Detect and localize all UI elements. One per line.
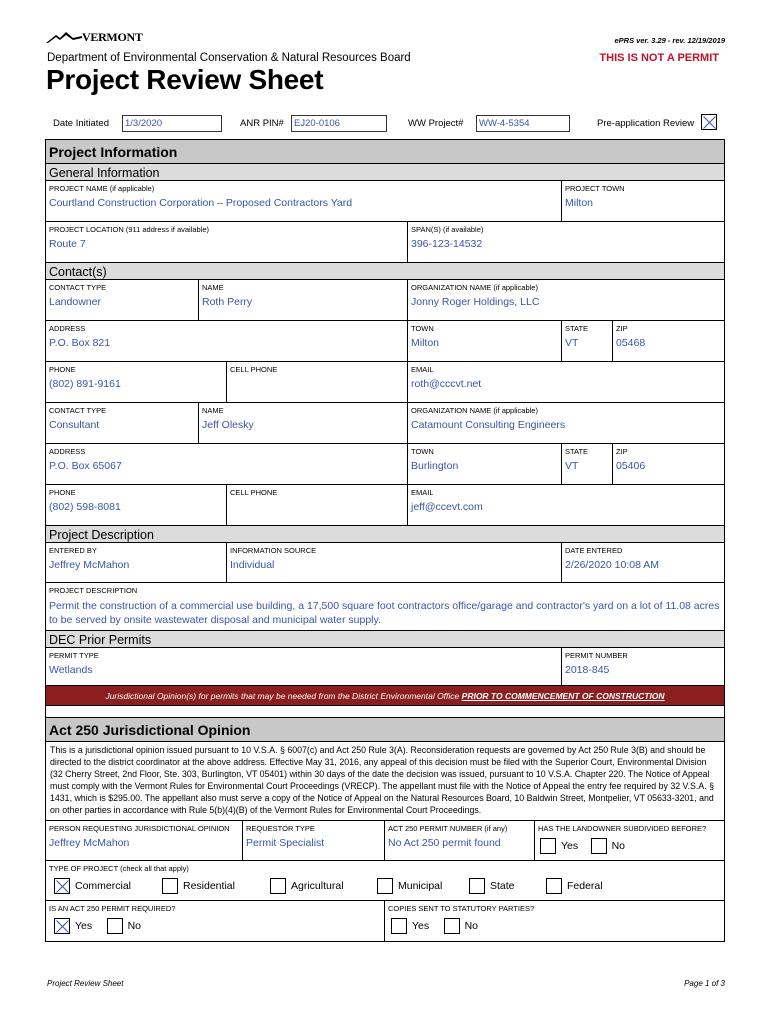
contact-row: [46, 280, 724, 321]
residential-checkbox[interactable]: [162, 878, 178, 894]
state-label: STATE: [565, 447, 589, 456]
town-value[interactable]: Milton: [411, 337, 440, 349]
option-label: Yes: [412, 920, 430, 932]
contact-row: [46, 403, 724, 444]
act250-permit-number-label: ACT 250 PERMIT NUMBER (if any): [388, 824, 508, 833]
pre-application-label: Pre-application Review: [597, 118, 695, 129]
cell-phone-value[interactable]: [227, 499, 407, 505]
phone-label: PHONE: [49, 365, 76, 374]
option-label: Residential: [183, 880, 235, 892]
type-commercial-option[interactable]: [54, 878, 162, 894]
ww-project-label: WW Project#: [408, 118, 464, 129]
subdivided-label: HAS THE LANDOWNER SUBDIVIDED BEFORE?: [538, 824, 707, 833]
zip-value[interactable]: 05468: [616, 337, 646, 349]
agricultural-checkbox[interactable]: [270, 878, 286, 894]
permit-type-value[interactable]: Wetlands: [49, 664, 93, 676]
date-initiated-label: Date Initiated: [53, 118, 109, 129]
municipal-checkbox[interactable]: [377, 878, 393, 894]
logo-text: VERMONT: [82, 30, 143, 44]
cell-phone-label: CELL PHONE: [230, 365, 278, 374]
project-location-value[interactable]: Route 7: [49, 238, 86, 250]
anr-pin-label: ANR PIN#: [240, 118, 284, 129]
requestor-type-label: REQUESTOR TYPE: [246, 824, 315, 833]
page-title: Project Review Sheet: [46, 64, 324, 95]
information-source-value[interactable]: Individual: [230, 559, 275, 571]
review-form: [45, 139, 725, 942]
jurisdiction-banner: [46, 686, 724, 706]
option-label: No: [127, 920, 142, 932]
permit-number-label: PERMIT NUMBER: [565, 651, 628, 660]
zip-value[interactable]: 05406: [616, 460, 646, 472]
subdivided-no-option[interactable]: [591, 838, 625, 854]
copies-no-option[interactable]: [444, 918, 478, 934]
project-location-label: PROJECT LOCATION (911 address if available): [49, 225, 210, 234]
organization-value[interactable]: Jonny Roger Holdings, LLC: [411, 296, 540, 308]
name-label: NAME: [202, 283, 224, 292]
project-description-label: PROJECT DESCRIPTION: [49, 586, 138, 595]
cell-phone-label: CELL PHONE: [230, 488, 278, 497]
project-name-value[interactable]: Courtland Construction Corporation – Proposed Contractors Yard: [49, 197, 353, 209]
option-label: Commercial: [75, 880, 132, 892]
requester-value[interactable]: Jeffrey McMahon: [49, 837, 130, 849]
requester-label: PERSON REQUESTING JURISDICTIONAL OPINION: [49, 824, 230, 833]
permit-number-value[interactable]: 2018-845: [565, 664, 610, 676]
permit-required-label: IS AN ACT 250 PERMIT REQUIRED?: [49, 904, 176, 913]
phone-value[interactable]: (802) 598-8081: [49, 501, 121, 513]
contacts-heading: Contact(s): [46, 263, 724, 280]
contact-type-label: CONTACT TYPE: [49, 283, 107, 292]
project-type-label: TYPE OF PROJECT (check all that apply): [49, 864, 189, 873]
address-label: ADDRESS: [49, 447, 86, 456]
project-town-value[interactable]: Milton: [565, 197, 594, 209]
email-label: EMAIL: [411, 488, 434, 497]
zip-label: ZIP: [616, 324, 628, 333]
version-text: ePRS ver. 3.29 - rev. 12/19/2019: [614, 36, 725, 45]
option-label: No: [464, 920, 479, 932]
information-source-label: INFORMATION SOURCE: [230, 546, 317, 555]
zip-label: ZIP: [616, 447, 628, 456]
type-municipal-option[interactable]: [377, 878, 469, 894]
commercial-checkbox[interactable]: [54, 878, 70, 894]
organization-label: ORGANIZATION NAME (if applicable): [411, 283, 538, 292]
subdivided-yes-checkbox[interactable]: [540, 838, 556, 854]
copies-yes-option[interactable]: [391, 918, 429, 934]
date-entered-label: DATE ENTERED: [565, 546, 623, 555]
state-label: STATE: [565, 324, 589, 333]
option-label: Agricultural: [291, 880, 344, 892]
contact-type-value[interactable]: Consultant: [49, 419, 100, 431]
contact-type-value[interactable]: Landowner: [49, 296, 101, 308]
type-residential-option[interactable]: [162, 878, 270, 894]
email-value[interactable]: roth@cccvt.net: [411, 378, 482, 390]
copies-sent-label: COPIES SENT TO STATUTORY PARTIES?: [388, 904, 535, 913]
copies-yes-checkbox[interactable]: [391, 918, 407, 934]
option-label: Federal: [567, 880, 603, 892]
phone-value[interactable]: (802) 891-9161: [49, 378, 121, 390]
permit-required-no-checkbox[interactable]: [107, 918, 123, 934]
option-label: Yes: [561, 840, 579, 852]
name-value[interactable]: Roth Perry: [202, 296, 253, 308]
permit-type-label: PERMIT TYPE: [49, 651, 99, 660]
not-a-permit-notice: THIS IS NOT A PERMIT: [599, 52, 719, 64]
date-entered-value[interactable]: 2/26/2020 10:08 AM: [565, 559, 659, 571]
pre-application-checkbox[interactable]: [701, 114, 717, 135]
organization-value[interactable]: Catamount Consulting Engineers: [411, 419, 566, 431]
option-label: Municipal: [398, 880, 443, 892]
permit-required-no-option[interactable]: [107, 918, 141, 934]
ww-project-field[interactable]: WW-4-5354: [476, 115, 570, 132]
organization-label: ORGANIZATION NAME (if applicable): [411, 406, 538, 415]
type-state-option[interactable]: [469, 878, 546, 894]
cell-phone-value[interactable]: [227, 376, 407, 382]
anr-pin-field[interactable]: EJ20-0106: [291, 115, 387, 132]
copies-no-checkbox[interactable]: [444, 918, 460, 934]
span-value[interactable]: 396-123-14532: [411, 238, 483, 250]
project-name-label: PROJECT NAME (if applicable): [49, 184, 155, 193]
option-label: Yes: [75, 920, 93, 932]
act250-body: This is a jurisdictional opinion issued pursuant to 10 V.S.A. § 6007(c) and Act 250 Rule 3(A). Reconsideration requests are governed by Act 250 Rule 3(B) and should be directed to the district coordinator at the above address. Effective May 31, 2016, any appeal of this decision must be filed with the Superior Court, Environmental Division (32 Cherry Street, 2nd Floor, Ste. 303, Burlington, VT 05401) within 30 days of the date the decision was issued, pursuant to 10 V.S.A. Chapter 220. The Notice of Appeal must comply with the Vermont Rules for Environmental Court Proceedings (VRECP). The appellant must file with the Notice of Appeal the entry fee required by 32 V.S.A. § 1431, which is $295.00. The appellant also must serve a copy of the Notice of Appeal on the Natural Resources Board, 10 Baldwin Street, Montpelier, VT 05633-3201, and on other parties in accordance with Rule 5(b)(4)(B) of the Vermont Rules for Environmental Court Proceedings.: [46, 742, 724, 821]
town-value[interactable]: Burlington: [411, 460, 459, 472]
state-checkbox[interactable]: [469, 878, 485, 894]
date-initiated-field[interactable]: 1/3/2020: [122, 115, 222, 132]
entered-by-value[interactable]: Jeffrey McMahon: [49, 559, 130, 571]
jurisdiction-banner-text: Jurisdictional Opinion(s) for permits that may be needed from the District Environmental Office: [105, 691, 460, 701]
permit-required-yes-checkbox[interactable]: [54, 918, 70, 934]
type-agricultural-option[interactable]: [270, 878, 377, 894]
general-information-heading: General Information: [46, 164, 724, 181]
requestor-type-value[interactable]: Permit Specialist: [246, 837, 325, 849]
project-town-label: PROJECT TOWN: [565, 184, 625, 193]
address-label: ADDRESS: [49, 324, 86, 333]
state-value[interactable]: VT: [565, 460, 579, 472]
town-label: TOWN: [411, 447, 434, 456]
page-number: Page 1 of 3: [684, 979, 725, 988]
name-label: NAME: [202, 406, 224, 415]
project-information-heading: Project Information: [46, 140, 724, 164]
project-description-heading: Project Description: [46, 526, 724, 543]
state-value[interactable]: VT: [565, 337, 579, 349]
vermont-logo: [46, 28, 146, 44]
mountain-logo-icon: [46, 30, 82, 44]
address-value[interactable]: P.O. Box 65067: [49, 460, 122, 472]
name-value[interactable]: Jeff Olesky: [202, 419, 254, 431]
town-label: TOWN: [411, 324, 434, 333]
project-description-value[interactable]: Permit the construction of a commercial use building, a 17,500 square foot contractors office/garage and contractor's yard on a lot of 11.08 acres to be served by onsite wastewater disposal and municipal water supply.: [49, 600, 720, 626]
subdivided-yes-option[interactable]: [540, 838, 578, 854]
email-value[interactable]: jeff@ccevt.com: [411, 501, 483, 513]
email-label: EMAIL: [411, 365, 434, 374]
permit-required-yes-option[interactable]: [54, 918, 92, 934]
act250-heading: Act 250 Jurisdictional Opinion: [46, 718, 724, 742]
option-label: State: [490, 880, 515, 892]
address-value[interactable]: P.O. Box 821: [49, 337, 111, 349]
act250-permit-number-value[interactable]: No Act 250 permit found: [388, 837, 501, 849]
entered-by-label: ENTERED BY: [49, 546, 97, 555]
option-label: No: [611, 840, 626, 852]
jurisdiction-banner-emphasis: PRIOR TO COMMENCEMENT OF CONSTRUCTION: [461, 691, 665, 701]
subdivided-no-checkbox[interactable]: [591, 838, 607, 854]
phone-label: PHONE: [49, 488, 76, 497]
footer-title: Project Review Sheet: [47, 979, 124, 988]
dec-prior-permits-heading: DEC Prior Permits: [46, 631, 724, 648]
type-federal-option[interactable]: [546, 878, 603, 894]
contact-type-label: CONTACT TYPE: [49, 406, 107, 415]
department-name: Department of Environmental Conservation & Natural Resources Board: [47, 52, 411, 64]
spacer: [46, 706, 724, 718]
span-label: SPAN(S) (if available): [411, 225, 484, 234]
federal-checkbox[interactable]: [546, 878, 562, 894]
